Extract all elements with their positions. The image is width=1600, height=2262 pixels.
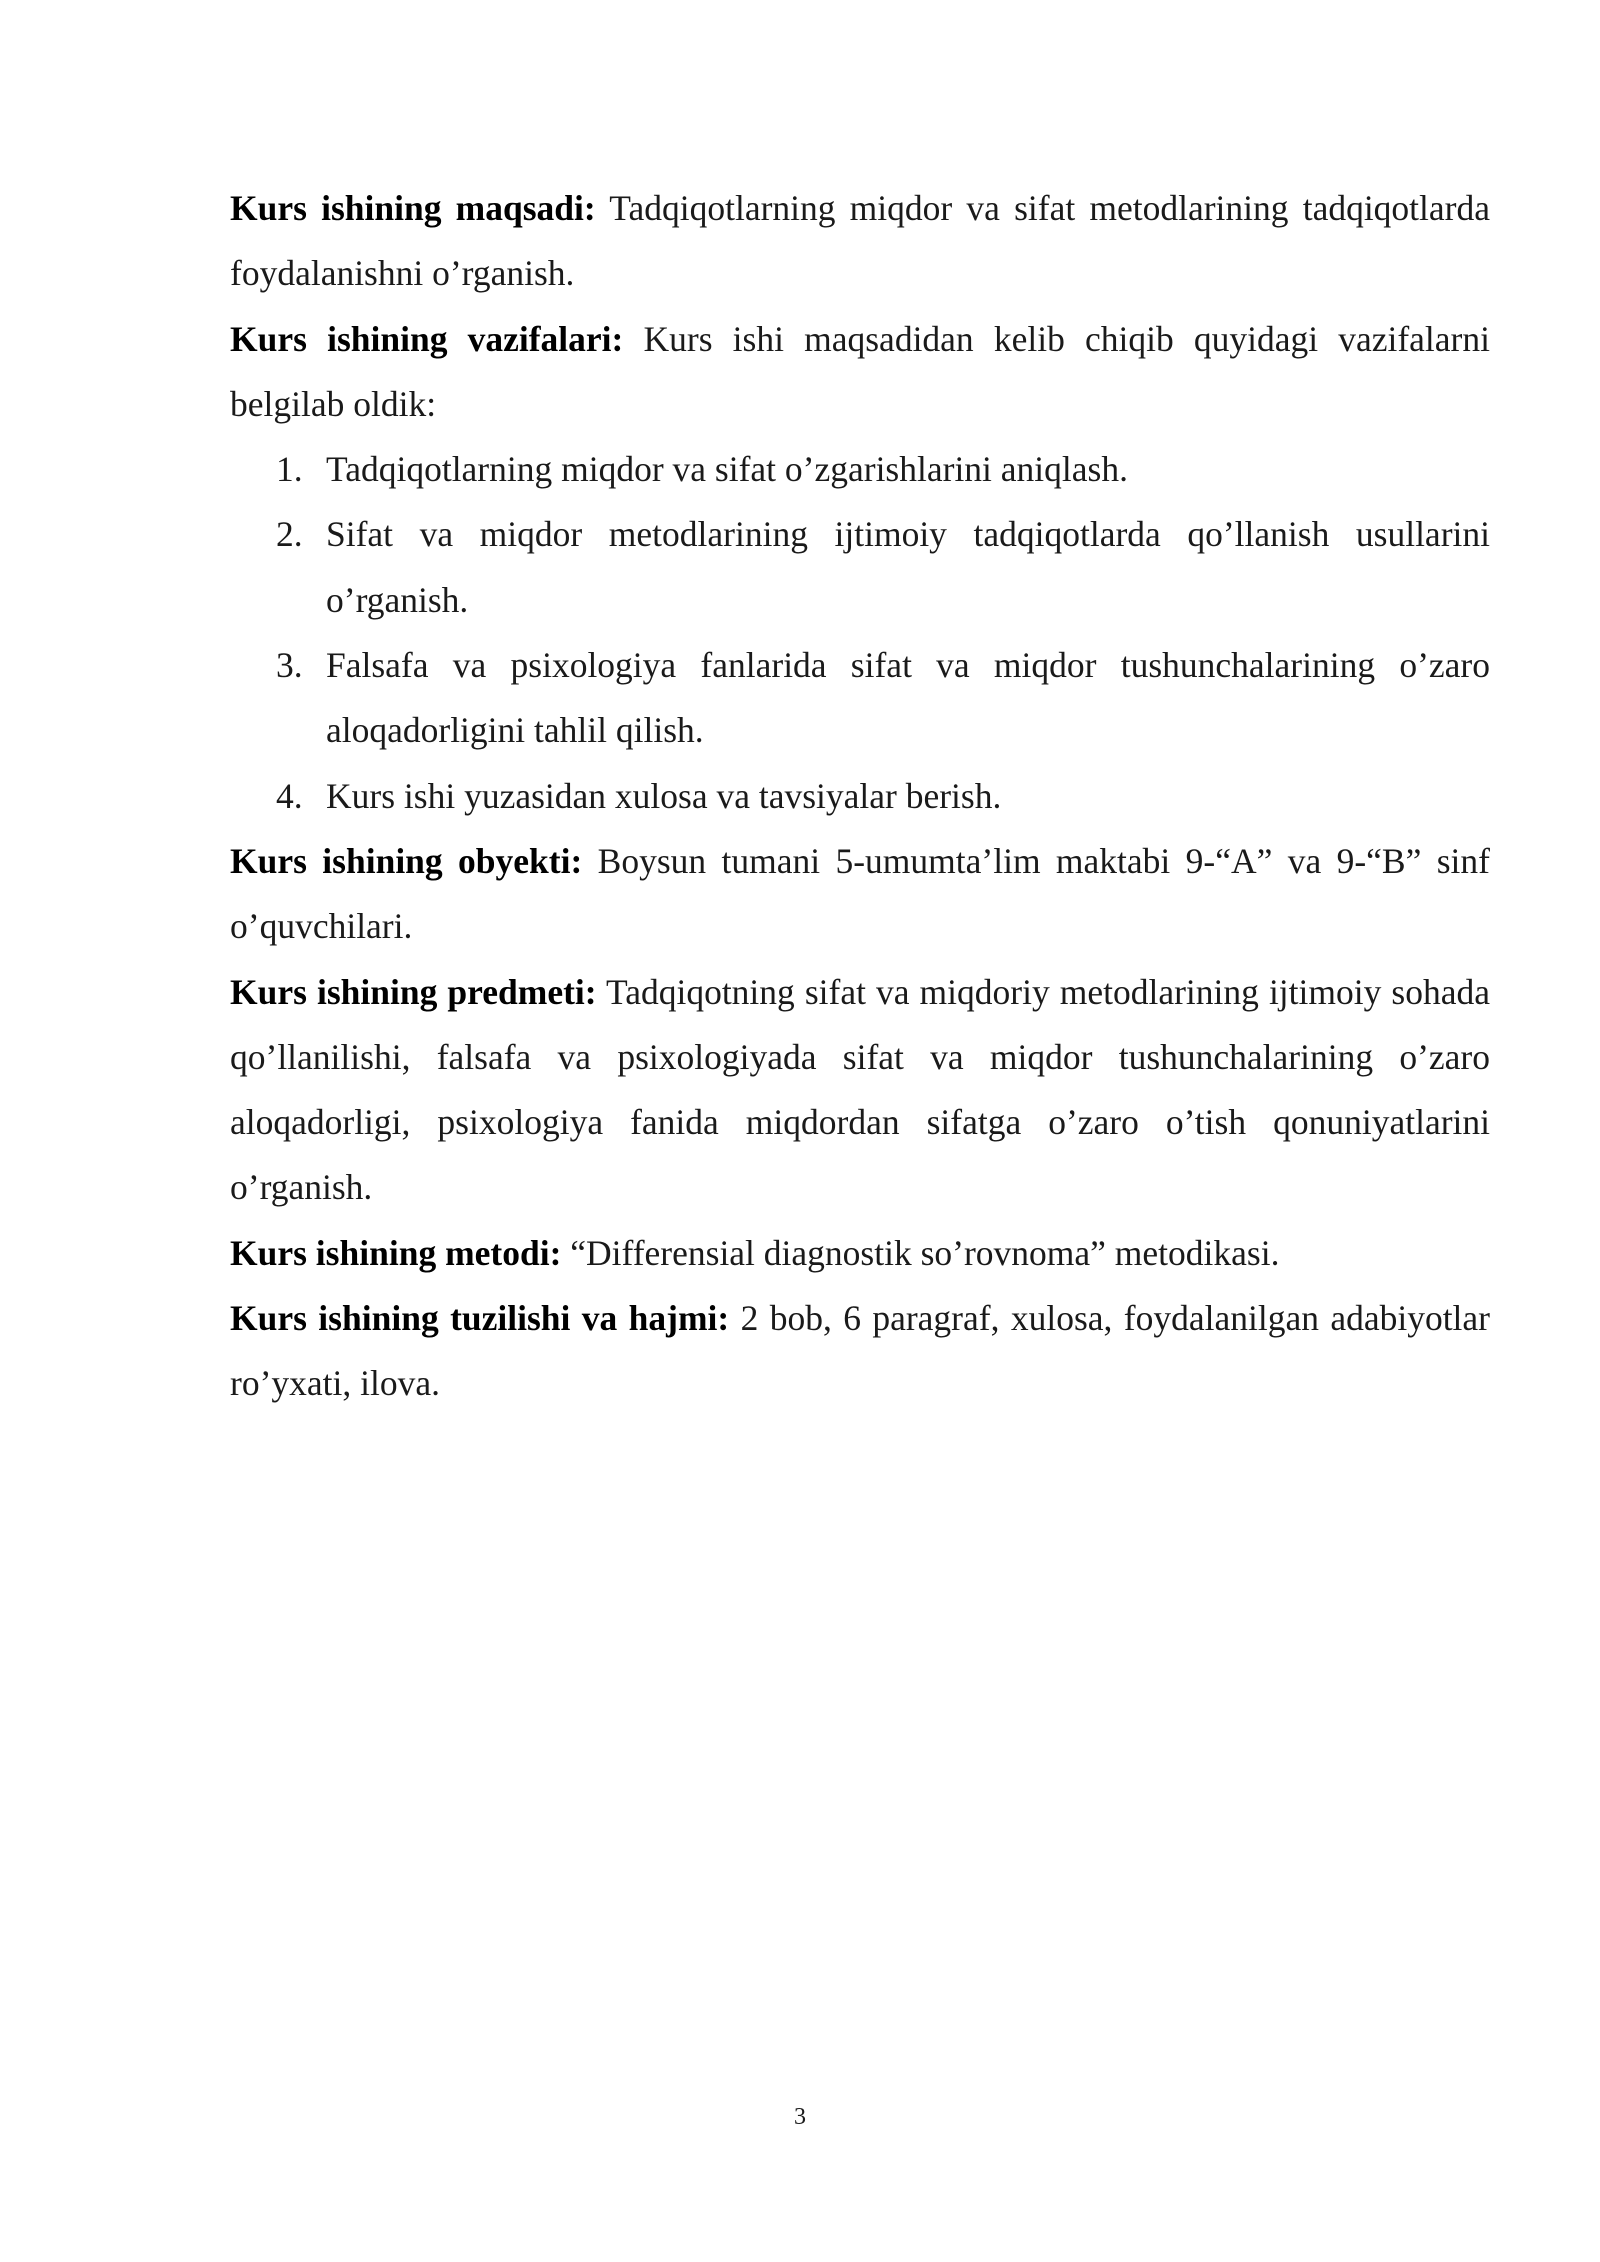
list-item-text: Sifat va miqdor metodlarining ijtimoiy tadqiqotlarda qo’llanish usullarini o’rganish. (326, 514, 1490, 620)
list-item-text: Tadqiqotlarning miqdor va sifat o’zgarishlarini aniqlash. (326, 449, 1128, 490)
tasks-label: Kurs ishining vazifalari: (230, 318, 624, 359)
structure-paragraph (230, 1286, 1490, 1417)
tasks-intro-text: Kurs ishi maqsadidan kelib chiqib quyidagi vazifalarni belgilab oldik: (230, 318, 1490, 424)
subject-text: Tadqiqotning sifat va miqdoriy metodlarining ijtimoiy sohada qo’llanilishi, falsafa va psixologiyada sifat va miqdor tushunchalarining o’zaro aloqadorligi, psixologiya fanida miqdordan sifatga o’zaro o’tish qonuniyatlarini o’rganish. (230, 971, 1490, 1208)
method-label: Kurs ishining metodi: (230, 1232, 562, 1273)
purpose-paragraph (230, 176, 1490, 307)
page-number: 3 (794, 2104, 806, 2130)
page-body (230, 176, 1490, 1417)
list-item (230, 502, 1490, 633)
list-item-number: 3. (276, 645, 303, 686)
purpose-text: Tadqiqotlarning miqdor va sifat metodlarining tadqiqotlarda foydalanishni o’rganish. (230, 188, 1490, 294)
subject-label: Kurs ishining predmeti: (230, 971, 597, 1012)
list-item-text: Kurs ishi yuzasidan xulosa va tavsiyalar berish. (326, 775, 1002, 816)
object-paragraph (230, 829, 1490, 960)
list-item (230, 633, 1490, 764)
subject-paragraph (230, 960, 1490, 1221)
tasks-intro-paragraph (230, 307, 1490, 438)
method-paragraph (230, 1221, 1490, 1286)
object-label: Kurs ishining obyekti: (230, 840, 583, 881)
list-item (230, 764, 1490, 829)
list-item-number: 4. (276, 775, 303, 816)
list-item-text: Falsafa va psixologiya fanlarida sifat va miqdor tushunchalarining o’zaro aloqadorligini tahlil qilish. (326, 645, 1490, 751)
list-item-number: 1. (276, 449, 303, 490)
object-text: Boysun tumani 5-umumta’lim maktabi 9-“A” va 9-“B” sinf o’quvchilari. (230, 840, 1490, 947)
method-text: “Differensial diagnostik so’rovnoma” metodikasi. (561, 1232, 1280, 1273)
list-item (230, 437, 1490, 502)
purpose-label: Kurs ishining maqsadi: (230, 188, 596, 228)
list-item-number: 2. (276, 514, 303, 555)
structure-label: Kurs ishining tuzilishi va hajmi: (230, 1298, 730, 1339)
structure-text: 2 bob, 6 paragraf, xulosa, foydalanilgan adabiyotlar ro’yxati, ilova. (230, 1298, 1490, 1404)
tasks-list (230, 437, 1490, 829)
